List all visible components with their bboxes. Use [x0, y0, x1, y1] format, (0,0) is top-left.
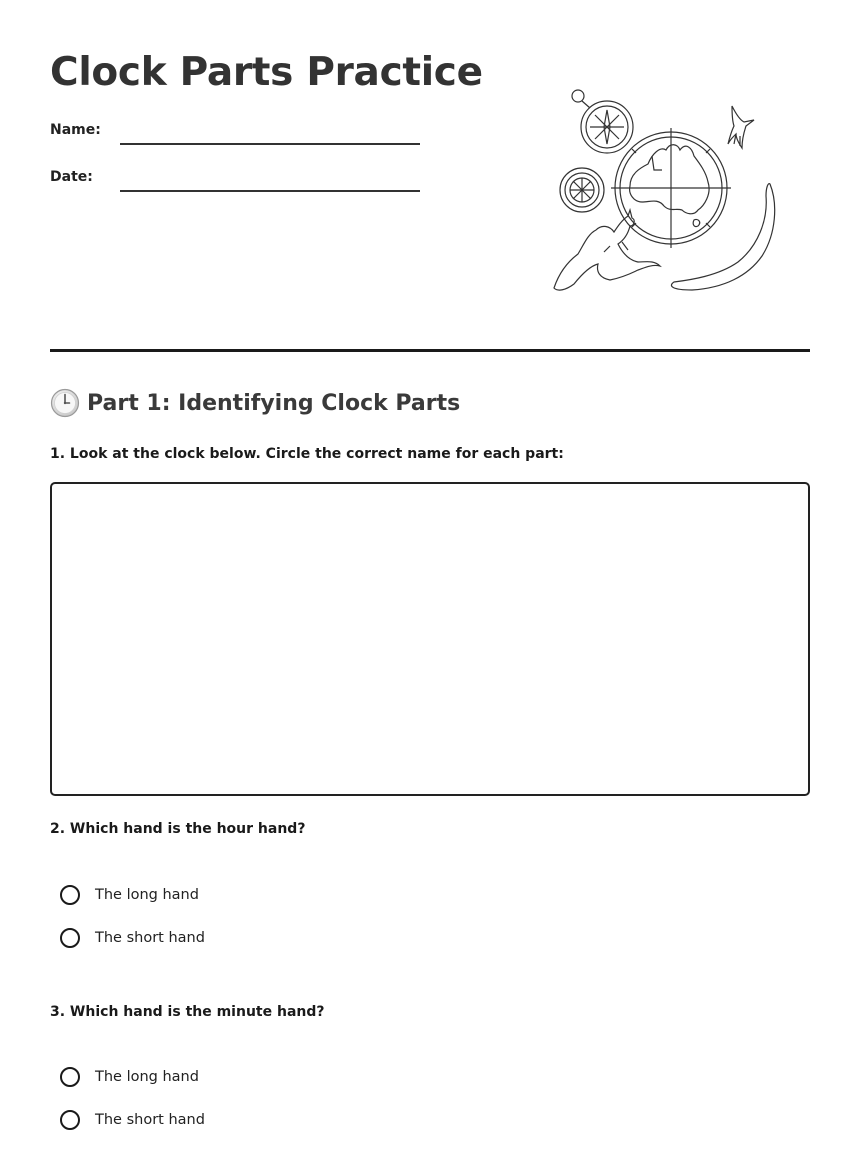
- kangaroo-icon: [554, 210, 660, 290]
- clock-icon: [50, 388, 80, 418]
- small-compass-icon: [572, 90, 633, 153]
- part1-title: [50, 388, 460, 418]
- q3-option-long-hand[interactable]: [60, 1067, 199, 1087]
- australia-compass-kangaroo-illustration: [548, 84, 784, 296]
- radio-button[interactable]: [60, 1067, 80, 1087]
- section-divider: [50, 349, 810, 352]
- date-field-line[interactable]: [120, 190, 420, 192]
- compass-rose-icon: [560, 168, 604, 212]
- clock-diagram-box: [50, 482, 810, 796]
- option-label: The long hand: [95, 1069, 199, 1085]
- q3-option-short-hand[interactable]: [60, 1110, 205, 1130]
- radio-button[interactable]: [60, 928, 80, 948]
- bird-icon: [728, 106, 754, 148]
- date-label: Date:: [50, 169, 93, 185]
- option-label: The short hand: [95, 930, 205, 946]
- option-label: The long hand: [95, 887, 199, 903]
- question-2: 2. Which hand is the hour hand?: [50, 821, 306, 837]
- question-1: 1. Look at the clock below. Circle the correct name for each part:: [50, 446, 564, 462]
- name-label: Name:: [50, 122, 101, 138]
- name-field-line[interactable]: [120, 143, 420, 145]
- option-label: The short hand: [95, 1112, 205, 1128]
- worksheet-title: Clock Parts Practice: [50, 50, 483, 95]
- part1-title-text: Part 1: Identifying Clock Parts: [87, 390, 461, 416]
- question-3: 3. Which hand is the minute hand?: [50, 1004, 325, 1020]
- radio-button[interactable]: [60, 885, 80, 905]
- q2-option-short-hand[interactable]: [60, 928, 205, 948]
- q2-option-long-hand[interactable]: [60, 885, 199, 905]
- radio-button[interactable]: [60, 1110, 80, 1130]
